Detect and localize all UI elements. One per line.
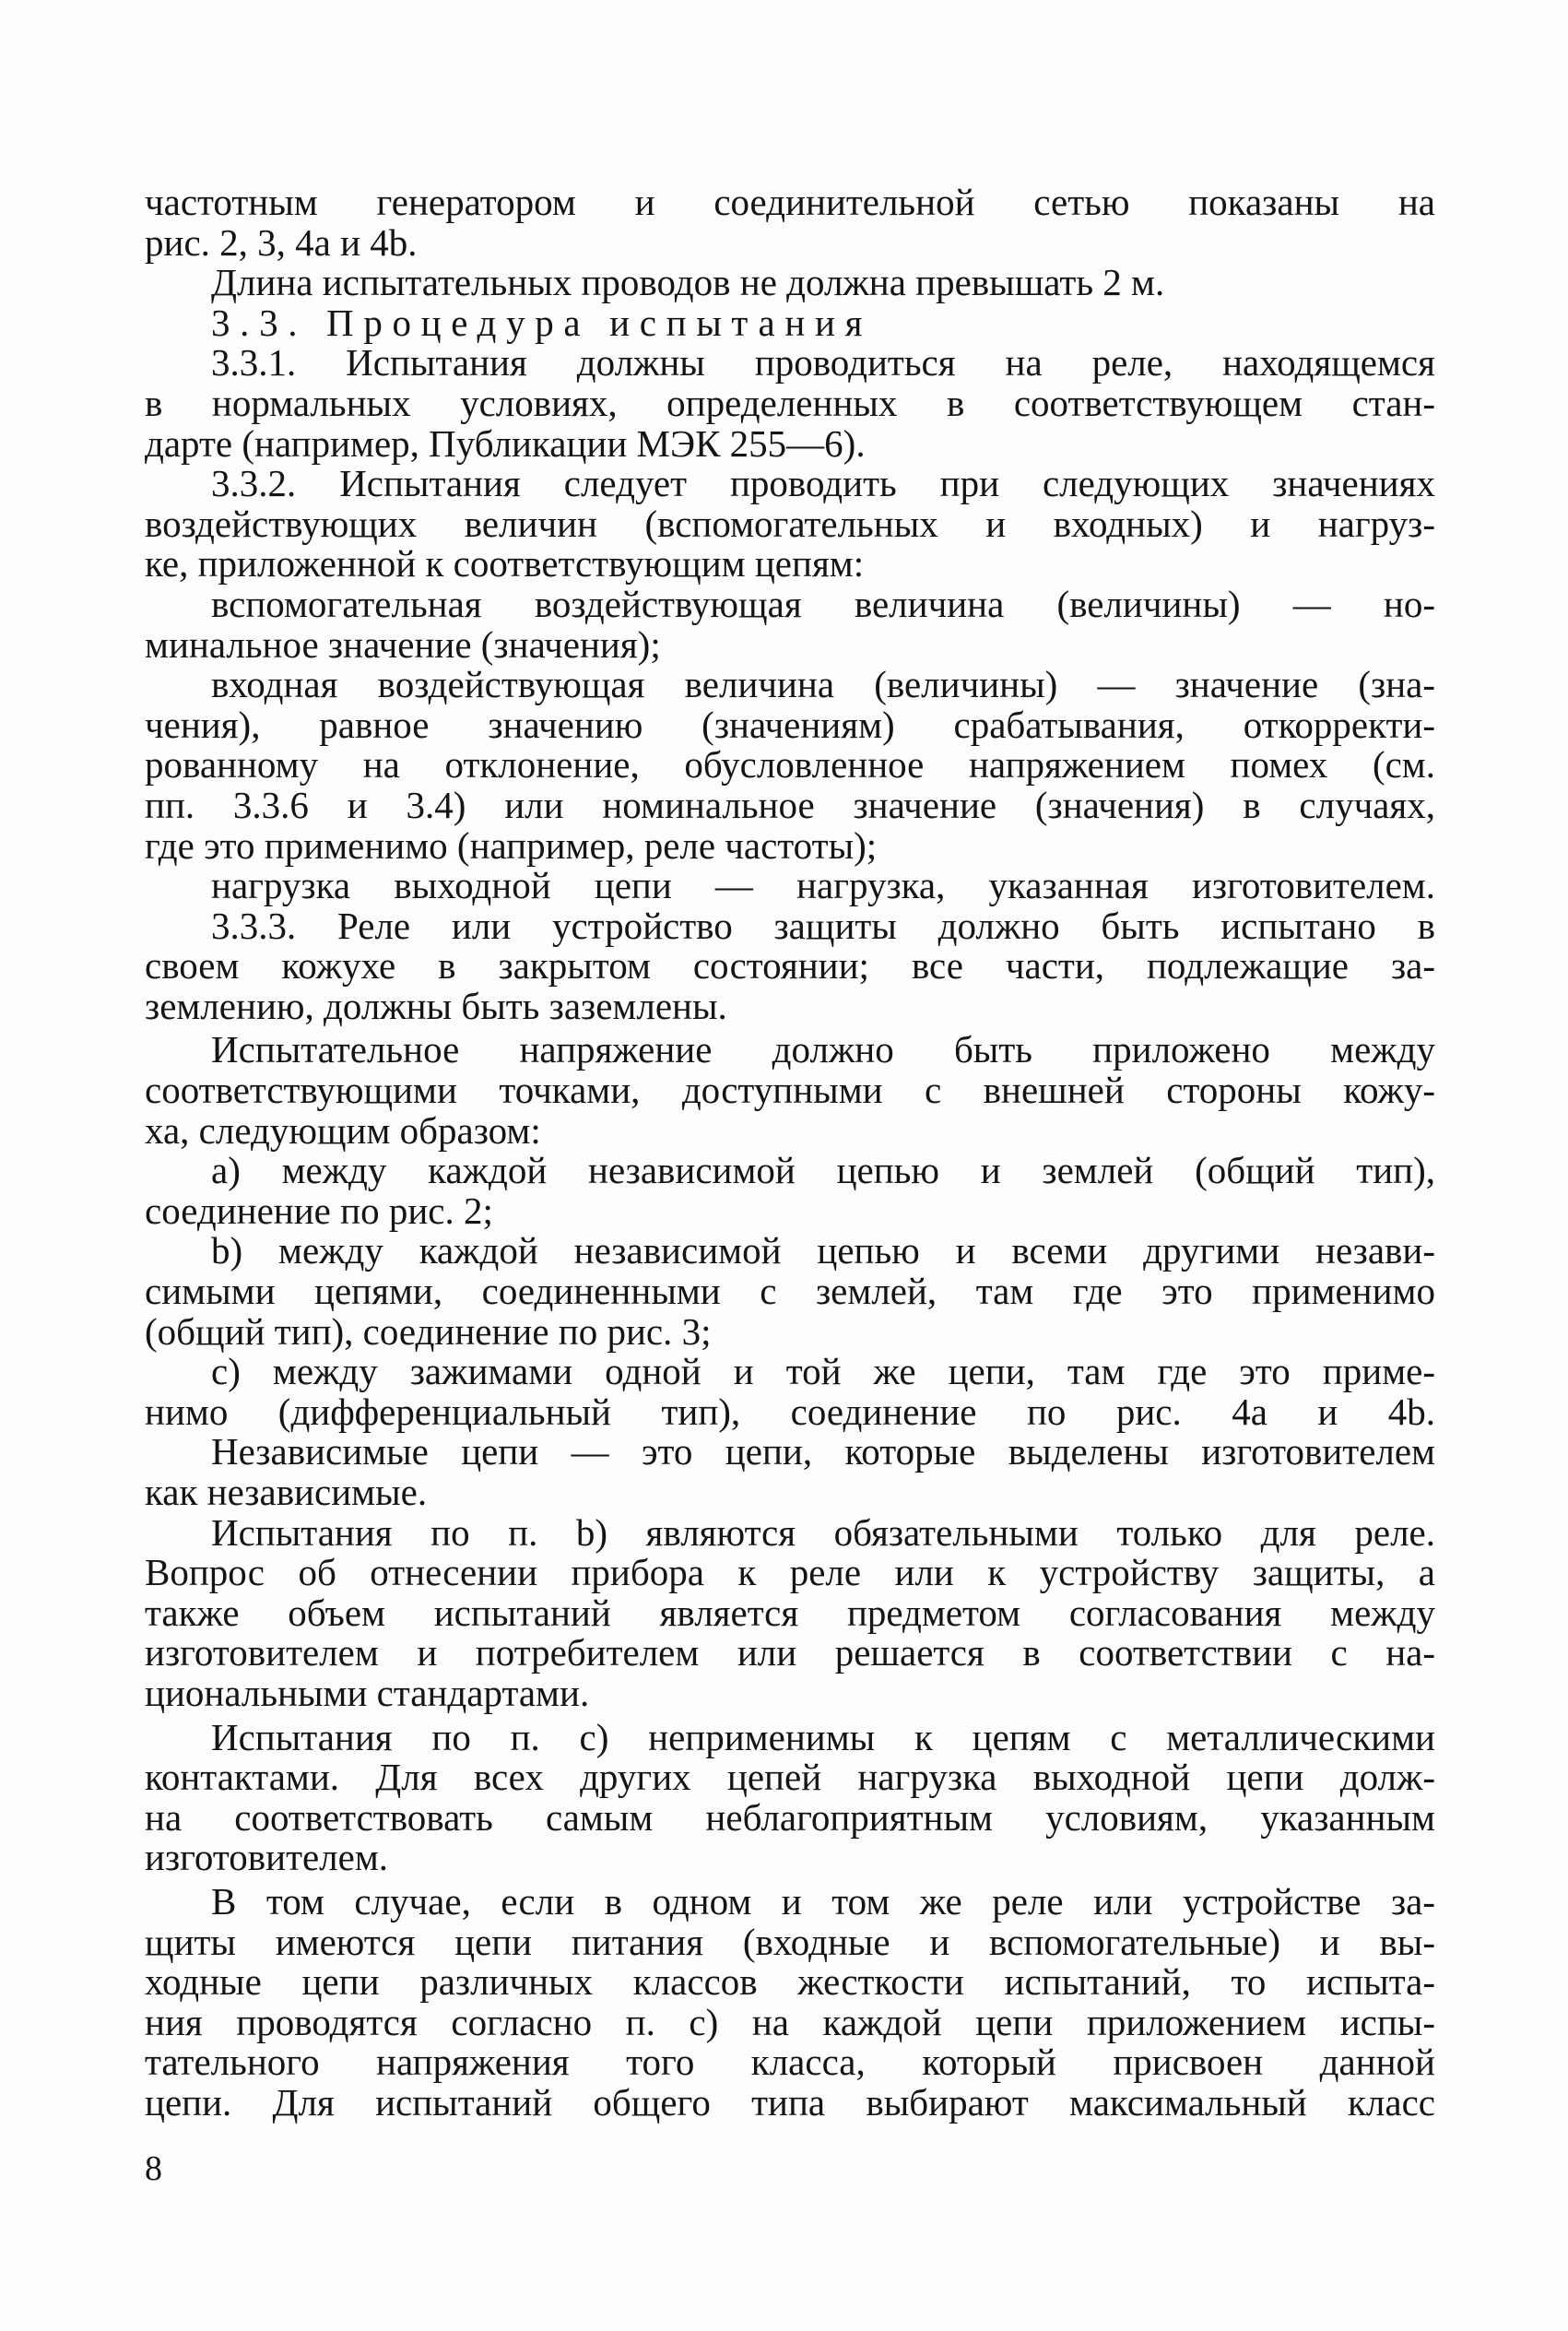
- text-line: циональными стандартами.: [145, 1671, 590, 1714]
- text-line: ходные цепи различных классов жесткости испытаний, то испыта-: [145, 1960, 1435, 2004]
- page-number: 8: [145, 2149, 162, 2188]
- text-line: как независимые.: [145, 1471, 428, 1513]
- body-text: [145, 183, 1435, 2124]
- text-line: соответствующими точками, доступными с внешней стороны кожу-: [145, 1069, 1435, 1112]
- text-line: рованному на отклонение, обусловленное напряжением помех (см.: [145, 743, 1435, 787]
- text-line: 3.3.3. Реле или устройство защиты должно быть испытано в: [211, 904, 1435, 947]
- section-heading: 3.3. Процедура испытания: [211, 301, 873, 344]
- text-line: Независимые цепи — это цепи, которые выделены изготовителем: [211, 1430, 1435, 1473]
- text-line: симыми цепями, соединенными с землей, там где это применимо: [145, 1270, 1435, 1313]
- text-line: нагрузка выходной цепи — нагрузка, указанная изготовителем.: [211, 864, 1435, 907]
- text-line: а) между каждой независимой цепью и землей (общий тип),: [211, 1149, 1435, 1192]
- text-line: своем кожухе в закрытом состоянии; все части, подлежащие за-: [145, 944, 1435, 988]
- text-line: ха, следующим образом:: [145, 1108, 541, 1152]
- text-line: В том случае, если в одном и том же реле или устройстве за-: [211, 1879, 1435, 1923]
- text-line: в нормальных условиях, определенных в соответствующем стан-: [145, 381, 1435, 424]
- text-line: нимо (дифференциальный тип), соединение по рис. 4а и 4b.: [145, 1390, 1435, 1433]
- text-line: воздействующих величин (вспомогательных и входных) и нагруз-: [145, 502, 1435, 545]
- text-line: частотным генератором и соединительной сетью показаны на: [145, 181, 1435, 223]
- text-line: землению, должны быть заземлены.: [145, 984, 727, 1027]
- text-line: 3.3.1. Испытания должны проводиться на реле, находящемся: [211, 341, 1435, 385]
- text-line: пп. 3.3.6 и 3.4) или номинальное значение (значения) в случаях,: [145, 783, 1435, 826]
- text-line: минальное значение (значения);: [145, 622, 661, 666]
- text-line: тательного напряжения того класса, который присвоен данной: [145, 2041, 1435, 2084]
- text-line: изготовителем.: [145, 1836, 389, 1879]
- text-line: контактами. Для всех других цепей нагрузка выходной цепи долж-: [145, 1756, 1435, 1799]
- text-line: Испытательное напряжение должно быть приложено между: [211, 1028, 1435, 1071]
- text-line: ния проводятся согласно п. с) на каждой цепи приложением испы-: [145, 2000, 1435, 2043]
- text-line: щиты имеются цепи питания (входные и вспомогательные) и вы-: [145, 1920, 1435, 1963]
- text-line: Испытания по п. с) неприменимы к цепям с металлическими: [211, 1715, 1435, 1758]
- text-line: Испытания по п. b) являются обязательными только для реле.: [211, 1510, 1435, 1554]
- text-line: также объем испытаний является предметом согласования между: [145, 1591, 1435, 1634]
- text-line: цепи. Для испытаний общего типа выбирают максимальный класс: [145, 2080, 1435, 2124]
- text-line: Длина испытательных проводов не должна превышать 2 м.: [211, 261, 1165, 304]
- text-line: чения), равное значению (значениям) срабатывания, откорректи-: [145, 703, 1435, 746]
- text-line: на соответствовать самым неблагоприятным условиям, указанным: [145, 1795, 1435, 1839]
- text-line: b) между каждой независимой цепью и всеми другими незави-: [211, 1229, 1435, 1272]
- text-line: входная воздействующая величина (величины) — значение (зна-: [211, 663, 1435, 706]
- text-line: дарте (например, Публикации МЭК 255—6).: [145, 421, 866, 465]
- text-line: вспомогательная воздействующая величина (величины) — но-: [211, 582, 1435, 625]
- text-line: где это применимо (например, реле частоты);: [145, 823, 878, 867]
- text-line: с) между зажимами одной и той же цепи, там где это приме-: [211, 1350, 1435, 1393]
- text-line: Вопрос об отнесении прибора к реле или к устройству защиты, а: [145, 1551, 1435, 1594]
- text-line: (общий тип), соединение по рис. 3;: [145, 1309, 712, 1353]
- text-line: рис. 2, 3, 4а и 4b.: [145, 220, 418, 264]
- text-line: изготовителем и потребителем или решается в соответствии с на-: [145, 1631, 1435, 1674]
- text-line: соединение по рис. 2;: [145, 1189, 493, 1232]
- text-line: ке, приложенной к соответствующим цепям:: [145, 542, 865, 586]
- text-line: 3.3.2. Испытания следует проводить при следующих значениях: [211, 462, 1435, 505]
